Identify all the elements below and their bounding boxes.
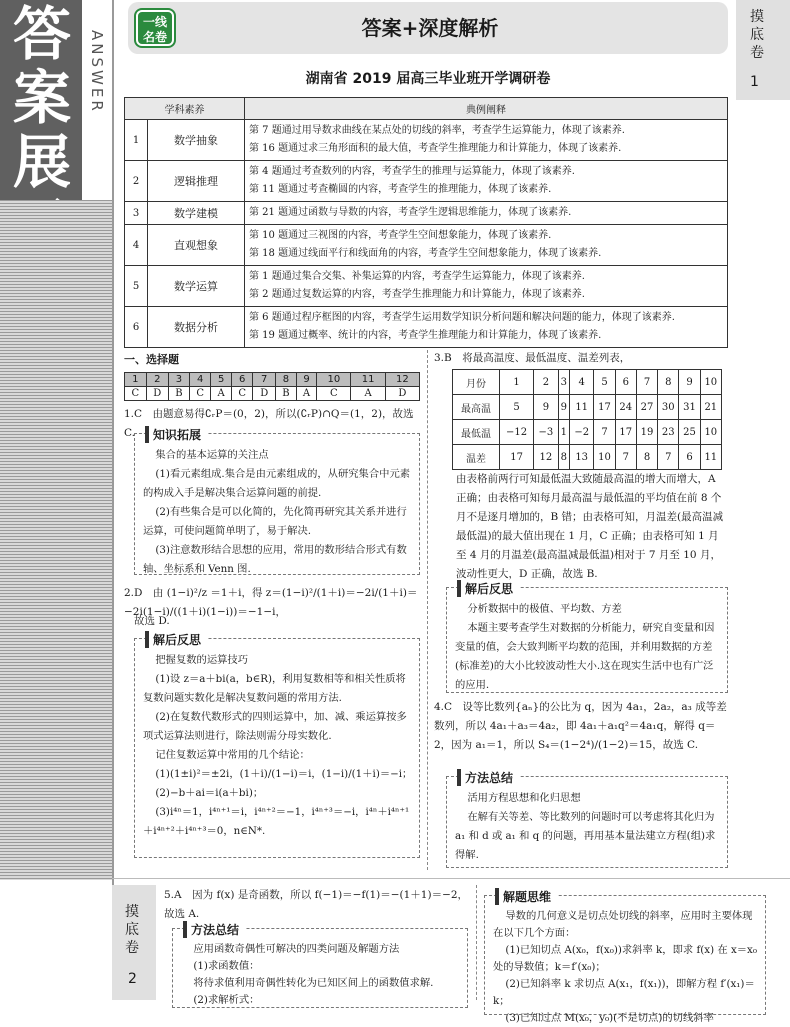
box-line: (2)在复数代数形式的四则运算中，加、减、乘运算按多项式运算法则进行，除法则需分母实数化. (143, 711, 407, 742)
section-heading: 一、选择题 (124, 353, 179, 366)
box-line: (1)已知切点 A(x₀，f(x₀))求斜率 k，即求 f(x) 在 x＝x₀ 处的导数值；k＝f′(x₀)； (493, 944, 757, 973)
q6-thinking-box (484, 890, 766, 1024)
question-number-cell: 11 (351, 373, 385, 387)
table-row (453, 445, 722, 470)
month-cell: 3 (558, 370, 569, 395)
example-line: 第 16 题通过求三角形面积的最大值，考查学生推理能力和计算能力，体现了该素养. (249, 143, 622, 154)
q5-stem: 5.A 因为 f(x) 是奇函数，所以 f(−1)＝−f(1)＝−(1＋1)＝−2，故选 A. (164, 889, 469, 920)
example-line: 第 7 题通过用导数求曲线在某点处的切线的斜率，考查学生运算能力，体现了该素养. (249, 125, 625, 136)
table-row (125, 161, 728, 202)
row-number: 6 (125, 307, 148, 348)
value-cell: 24 (615, 395, 636, 420)
value-cell: 19 (636, 420, 657, 445)
answer-letter-cell: B (169, 387, 190, 401)
box-line: 本题主要考查学生对数据的分析能力，研究自变量和因变量的值，会大致判断平均数的范围，并利用数据的方差(标准差)的大小比较波动性大小.这在现实生活中也有广泛的应用. (455, 622, 715, 691)
page-break (112, 878, 790, 879)
value-cell: −12 (500, 420, 534, 445)
box-body (493, 908, 759, 1027)
value-cell: 5 (500, 395, 534, 420)
value-cell: 7 (615, 445, 636, 470)
example-line: 第 6 题通过程序框图的内容，考查学生运用数学知识分析问题和解决问题的能力，体现了该素养. (249, 312, 675, 323)
q4-method-box (446, 771, 728, 868)
box-line: (3)i⁴ⁿ＝1，i⁴ⁿ⁺¹＝i，i⁴ⁿ⁺²＝−1，i⁴ⁿ⁺³＝−i，i⁴ⁿ＋i⁴ⁿ⁺¹＋i⁴ⁿ⁺²＋i⁴ⁿ⁺³＝0，n∈N*. (143, 806, 410, 837)
table-row (125, 307, 728, 348)
q2-stem-end: 故选 D. (134, 615, 170, 627)
question-number-cell: 5 (211, 373, 232, 387)
page-number: 2 (128, 971, 137, 987)
box-line: (1)求函数值： (193, 960, 260, 972)
q3-stem: 3.B 将最高温度、最低温度、温差列表， (434, 352, 631, 364)
value-cell: 11 (700, 445, 721, 470)
box-body (455, 600, 721, 695)
month-cell: 9 (679, 370, 700, 395)
column-header: 典例阐释 (245, 98, 728, 120)
row-label: 最低温 (453, 420, 500, 445)
examples-cell (245, 161, 728, 202)
question-number-cell: 3 (169, 373, 190, 387)
value-cell: 13 (570, 445, 594, 470)
example-line: 第 10 题通过三视图的内容，考查学生空间想象能力，体现了该素养. (249, 230, 552, 241)
value-cell: 8 (558, 445, 569, 470)
box-line: (2)已知斜率 k 求切点 A(x₁，f(x₁))，即解方程 f′(x₁)＝k； (493, 978, 755, 1007)
box-body (143, 446, 413, 579)
row-number: 4 (125, 225, 148, 266)
row-label: 月份 (453, 370, 500, 395)
box-title: 方法总结 (457, 769, 519, 786)
value-cell: 17 (615, 420, 636, 445)
example-line: 第 4 题通过考查数列的内容，考查学生的推理与运算能力，体现了该素养. (249, 166, 575, 177)
value-cell: 11 (570, 395, 594, 420)
box-line: 把握复数的运算技巧 (155, 654, 249, 666)
q4-stem: 4.C 设等比数列{aₙ}的公比为 q，因为 4a₁，2a₂，a₃ 成等差数列，所以 4a₁＋a₃＝4a₂，即 4a₁＋a₁q²＝4a₁q，解得 q＝2，因为 a₁＝1，所以 S₄＝(1−2⁴)/(1−2)＝15，故选 C. (434, 701, 727, 751)
question-number-cell: 2 (146, 373, 168, 387)
literacy-name: 数据分析 (148, 307, 245, 348)
table-row (453, 370, 722, 395)
column-header: 学科素养 (125, 98, 245, 120)
question-number-cell: 6 (231, 373, 253, 387)
example-line: 第 1 题通过集合交集、补集运算的内容，考查学生运算能力，体现了该素养. (249, 271, 585, 282)
answer-letter-cell: B (275, 387, 296, 401)
column-divider (427, 350, 429, 870)
row-number: 5 (125, 266, 148, 307)
value-cell: 10 (594, 445, 615, 470)
value-cell: 7 (594, 420, 615, 445)
header-title: 答案+深度解析 (361, 16, 499, 40)
answer-letter-cell: C (125, 387, 147, 401)
box-title: 解后反思 (145, 631, 207, 648)
example-line: 第 21 题通过函数与导数的内容，考查学生逻辑思维能力，体现了该素养. (249, 207, 572, 218)
page-tab-2 (112, 885, 156, 1000)
value-cell: 17 (500, 445, 534, 470)
examples-cell (245, 202, 728, 225)
month-cell: 2 (534, 370, 558, 395)
q3-analysis: 由表格前两行可知最低温大致随最高温的增大而增大，A 正确；由表格可知每月最高温与最低温的平均值在前 8 个月不是逐月增加的，B 错；由表格可知，月温差(最高温减最低温)的最大值出现在 1 月，C 正确；由表格可知 1 月至 4 月的月温差(最高温减最低温)相对于 7 月至 10 月，波动性更大，D 正确，故选 B. (456, 473, 724, 580)
example-line: 第 11 题通过考查椭圆的内容，考查学生的推理能力，体现了该素养. (249, 184, 552, 195)
box-title: 方法总结 (183, 921, 245, 938)
temperature-table (452, 369, 722, 470)
box-line: 集合的基本运算的关注点 (155, 449, 269, 461)
box-line: (1)设 z＝a＋bi(a，b∈R)，利用复数相等和相关性质将复数问题实数化是解决复数问题的常用方法. (143, 673, 406, 704)
answer-letter-cell: A (351, 387, 385, 401)
answer-letter-row (125, 387, 420, 401)
value-cell: 9 (558, 395, 569, 420)
question-number-cell: 8 (275, 373, 296, 387)
box-line: (1)看元素组成.集合是由元素组成的，从研究集合中元素的构成入手是解决集合运算问题的前提. (143, 468, 411, 499)
box-body (455, 789, 721, 865)
value-cell: 6 (679, 445, 700, 470)
answer-letter-cell: C (317, 387, 351, 401)
answer-letter-cell: A (211, 387, 232, 401)
month-cell: 1 (500, 370, 534, 395)
month-cell: 5 (594, 370, 615, 395)
answer-letter-cell: D (253, 387, 275, 401)
examples-cell (245, 120, 728, 161)
answer-key-table (124, 372, 420, 401)
section-title-en: ANSWER (88, 30, 106, 114)
value-cell: 12 (534, 445, 558, 470)
row-number: 2 (125, 161, 148, 202)
box-line: (2)有些集合是可以化简的，先化简再研究其关系并进行运算，可使问题简单明了，易于解决. (143, 506, 407, 537)
example-line: 第 2 题通过复数运算的内容，考查学生推理能力和计算能力，体现了该素养. (249, 289, 585, 300)
examples-cell (245, 266, 728, 307)
answer-letter-cell: A (296, 387, 317, 401)
box-title: 解后反思 (457, 580, 519, 597)
month-cell: 8 (658, 370, 679, 395)
literacy-name: 数学抽象 (148, 120, 245, 161)
section-banner (0, 0, 82, 200)
value-cell: 8 (636, 445, 657, 470)
q2-reflection-box (134, 633, 420, 858)
answer-letter-cell: C (189, 387, 211, 401)
question-number-cell: 10 (317, 373, 351, 387)
question-number-cell: 7 (253, 373, 275, 387)
page-tab-label: 摸底卷 (125, 904, 139, 956)
q2-stem: 2.D 由 (1−i)²/z ＝1＋i，得 z＝(1−i)²/(1＋i)＝−2i/(1＋i)＝−2i(1−i)/((1＋i)(1−i))＝−1−i， (124, 587, 418, 618)
box-line: 在解有关等差、等比数列的问题时可以考虑将其化归为 a₁ 和 d 或 a₁ 和 q 的问题，再用基本量法建立方程(组)求得解. (455, 811, 716, 861)
box-body (181, 941, 461, 1009)
answer-letter-cell: D (146, 387, 168, 401)
value-cell: −2 (570, 420, 594, 445)
value-cell: 1 (558, 420, 569, 445)
table-row (125, 225, 728, 266)
value-cell: 30 (658, 395, 679, 420)
value-cell: 25 (679, 420, 700, 445)
box-line: (2)−b＋ai＝i(a＋bi)； (155, 787, 264, 799)
value-cell: 7 (658, 445, 679, 470)
stripe-pattern (0, 200, 112, 880)
table-row (125, 266, 728, 307)
table-header-row (125, 98, 728, 120)
table-row (125, 202, 728, 225)
box-line: (3)已知过点 M(x₀，y₀)(不是切点)的切线斜率 (505, 1012, 714, 1024)
literacy-name: 直观想象 (148, 225, 245, 266)
q1-stem: 1.C 由题意易得∁ᵣP＝(0，2)，所以(∁ᵣP)∩Q＝(1，2)，故选 C. (124, 408, 414, 439)
value-cell: 21 (700, 395, 721, 420)
month-cell: 10 (700, 370, 721, 395)
month-cell: 4 (570, 370, 594, 395)
value-cell: −3 (534, 420, 558, 445)
literacy-name: 逻辑推理 (148, 161, 245, 202)
question-number-cell: 12 (385, 373, 419, 387)
value-cell: 17 (594, 395, 615, 420)
value-cell: 27 (636, 395, 657, 420)
box-line: (2)求解析式： (193, 994, 260, 1006)
question-number-cell: 9 (296, 373, 317, 387)
examples-cell (245, 225, 728, 266)
examples-cell (245, 307, 728, 348)
row-number: 1 (125, 120, 148, 161)
box-title: 解题思维 (495, 888, 557, 905)
box-line: 分析数据中的极值、平均数、方差 (467, 603, 622, 615)
month-cell: 6 (615, 370, 636, 395)
table-row (453, 420, 722, 445)
q1-knowledge-box (134, 428, 420, 575)
divider (112, 0, 114, 1000)
box-line: 将待求值利用奇偶性转化为已知区间上的函数值求解. (193, 977, 434, 989)
value-cell: 23 (658, 420, 679, 445)
box-title: 知识拓展 (145, 426, 207, 443)
row-label: 最高温 (453, 395, 500, 420)
column-divider (476, 885, 478, 1000)
question-number-cell: 1 (125, 373, 147, 387)
exam-title: 湖南省 2019 届高三毕业班开学调研卷 (305, 71, 551, 87)
box-line: 导数的几何意义是切点处切线的斜率，应用时主要体现在以下几个方面： (493, 910, 753, 939)
literacy-table (124, 97, 728, 348)
row-number: 3 (125, 202, 148, 225)
page-tab (736, 0, 790, 100)
example-line: 第 19 题通过概率、统计的内容，考查学生推理能力和计算能力，体现了该素养. (249, 330, 602, 341)
box-line: (1)(1±i)²＝±2i，(1＋i)/(1−i)＝i，(1−i)/(1＋i)＝−i； (155, 768, 413, 780)
box-line: 记住复数运算中常用的几个结论： (155, 749, 310, 761)
answer-letter-cell: C (231, 387, 253, 401)
brand-badge: 一线名卷 (136, 10, 174, 46)
answer-number-row (125, 373, 420, 387)
literacy-name: 数学建模 (148, 202, 245, 225)
page-number: 1 (750, 74, 759, 90)
section-title: 答案展 (12, 0, 71, 196)
literacy-name: 数学运算 (148, 266, 245, 307)
value-cell: 31 (679, 395, 700, 420)
box-line: 活用方程思想和化归思想 (467, 792, 581, 804)
table-row (125, 120, 728, 161)
box-body (143, 651, 413, 841)
value-cell: 10 (700, 420, 721, 445)
answer-letter-cell: D (385, 387, 419, 401)
value-cell: 9 (534, 395, 558, 420)
q5-method-box (172, 923, 468, 1008)
table-row (453, 395, 722, 420)
row-label: 温差 (453, 445, 500, 470)
question-number-cell: 4 (189, 373, 211, 387)
example-line: 第 18 题通过线面平行和线面角的内容，考查学生空间想象能力，体现了该素养. (249, 248, 602, 259)
page-tab-label: 摸底卷 (750, 9, 764, 61)
q3-reflection-box (446, 582, 728, 693)
box-line: (3)注意数形结合思想的应用，常用的数形结合形式有数轴、坐标系和 Venn 图. (143, 544, 407, 575)
month-cell: 7 (636, 370, 657, 395)
box-line: 应用函数奇偶性可解决的四类问题及解题方法 (193, 943, 400, 955)
